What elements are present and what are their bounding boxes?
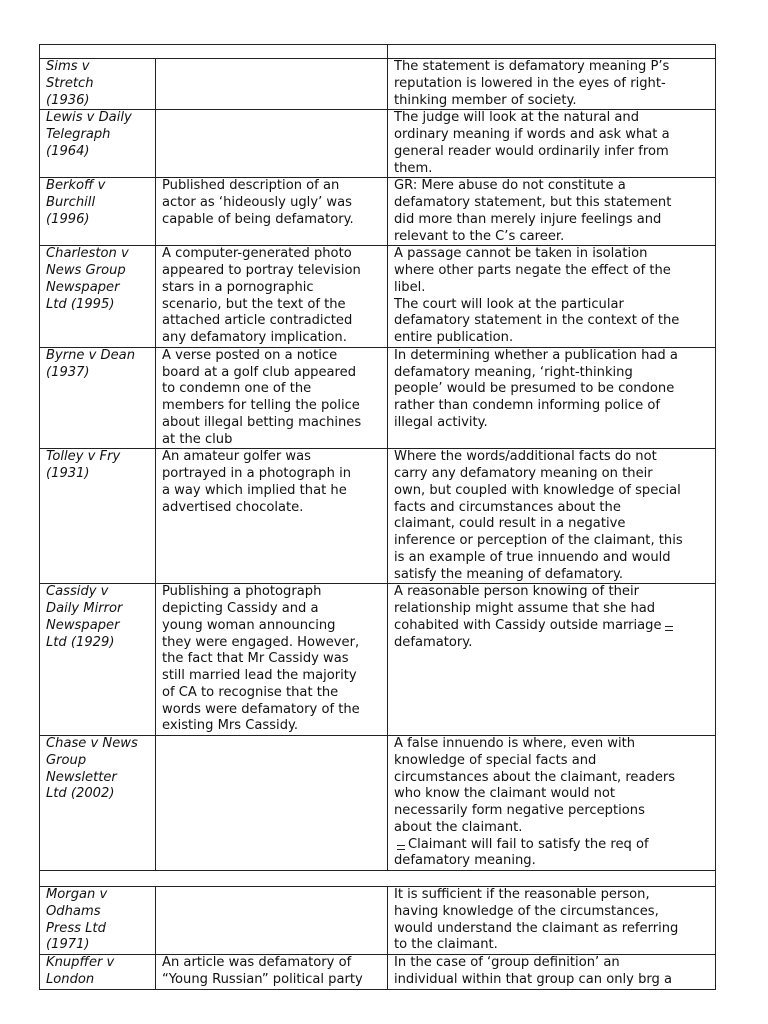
case-law-table — [39, 44, 716, 990]
case-name-cell — [40, 347, 156, 449]
text-line: did more than merely injure feelings and — [394, 211, 662, 227]
text-line: would understand the claimant as referring — [394, 920, 679, 936]
text-line: satisfy the meaning of defamatory. — [394, 566, 624, 582]
text-line: portrayed in a photograph in — [162, 466, 352, 481]
case-row — [40, 246, 716, 348]
text-line: still married lead the majority — [162, 668, 357, 683]
case-row — [40, 955, 716, 990]
principle-cell — [388, 736, 716, 871]
case-row — [40, 736, 716, 871]
text-line: In the case of ‘group definition’ an — [394, 955, 620, 970]
text-line: “Young Russian” political party — [162, 971, 363, 987]
text-line: relevant to the C’s career. — [394, 228, 565, 244]
case-name-cell — [40, 736, 156, 871]
text-line: Sims v — [46, 59, 90, 74]
text-line: (1936) — [46, 92, 90, 108]
text-line: Stretch — [46, 75, 94, 91]
case-name-cell — [40, 110, 156, 178]
case-law-document — [39, 44, 715, 990]
text-line: (1996) — [46, 211, 90, 227]
case-name-cell — [40, 955, 156, 990]
facts-cell — [156, 178, 388, 246]
text-line-content: Claimant will fail to satisfy the req of — [408, 836, 649, 852]
text-line: Ltd (1929) — [46, 634, 115, 650]
text-line: they were engaged. However, — [162, 634, 360, 650]
case-row — [40, 887, 716, 955]
text-line: any defamatory implication. — [162, 330, 347, 345]
case-name-cell — [40, 178, 156, 246]
implies-arrow-icon — [665, 626, 673, 631]
text-line: (1964) — [46, 143, 90, 159]
facts-cell — [156, 449, 388, 584]
text-line: Publishing a photograph — [162, 584, 322, 600]
text-line: defamatory meaning, ‘right-thinking — [394, 364, 633, 380]
text-line: London — [46, 971, 95, 987]
principle-cell — [388, 887, 716, 955]
principle-cell — [388, 110, 716, 178]
text-line: inference or perception of the claimant, this — [394, 533, 683, 548]
facts-cell — [156, 584, 388, 736]
text-line: Chase v News — [46, 736, 138, 751]
text-line-content: cohabited with Cassidy outside marriage — [394, 617, 662, 633]
text-line: Group — [46, 752, 87, 768]
text-line: An article was defamatory of — [162, 955, 352, 970]
text-line: Newspaper — [46, 279, 120, 295]
text-line: Telegraph — [46, 127, 111, 142]
text-line: young woman announcing — [162, 617, 336, 633]
text-line: illegal activity. — [394, 414, 488, 430]
case-row — [40, 449, 716, 584]
text-line: advertised chocolate. — [162, 499, 304, 515]
implies-arrow-icon — [397, 845, 405, 850]
text-line — [394, 837, 711, 854]
text-line: existing Mrs Cassidy. — [162, 718, 299, 734]
text-line: appeared to portray television — [162, 263, 361, 278]
text-line: board at a golf club appeared — [162, 364, 357, 380]
principle-cell — [388, 178, 716, 246]
text-line: Newsletter — [46, 769, 117, 785]
facts-cell — [156, 887, 388, 955]
case-name-cell — [40, 449, 156, 584]
text-line: actor as ‘hideously ugly’ was — [162, 195, 352, 210]
case-row — [40, 584, 716, 736]
text-line: Where the words/additional facts do not — [394, 449, 657, 465]
text-line: them. — [394, 160, 433, 176]
text-line: A passage cannot be taken in isolation — [394, 246, 648, 262]
blank-row-top — [40, 45, 716, 59]
case-name-cell — [40, 887, 156, 955]
text-line: necessarily form negative perceptions — [394, 803, 645, 818]
principle-cell — [388, 246, 716, 348]
text-line: having knowledge of the circumstances, — [394, 903, 659, 919]
case-name-cell — [40, 584, 156, 736]
blank-cell — [388, 45, 716, 59]
text-line: In determining whether a publication had a — [394, 347, 678, 363]
text-line: people’ would be presumed to be condone — [394, 381, 675, 397]
principle-cell — [388, 59, 716, 110]
text-line: to condemn one of the — [162, 381, 312, 397]
case-name-cell — [40, 246, 156, 348]
text-line: who know the claimant would not — [394, 786, 616, 802]
text-line: thinking member of society. — [394, 92, 577, 108]
facts-cell — [156, 347, 388, 449]
text-line: to the claimant. — [394, 937, 498, 953]
text-line: general reader would ordinarily infer from — [394, 143, 669, 159]
blank-row-separator — [40, 871, 716, 887]
facts-cell — [156, 246, 388, 348]
case-name-cell — [40, 59, 156, 110]
text-line: ordinary meaning if words and ask what a — [394, 127, 670, 142]
case-row — [40, 59, 716, 110]
text-line: own, but coupled with knowledge of special — [394, 482, 681, 498]
text-line: The court will look at the particular — [394, 296, 624, 312]
text-line: Lewis v Daily — [46, 110, 132, 126]
text-line: Berkoff v — [46, 178, 106, 194]
text-line: A reasonable person knowing of their — [394, 584, 639, 600]
text-line: circumstances about the claimant, readers — [394, 769, 676, 785]
blank-cell — [40, 45, 388, 59]
text-line: The judge will look at the natural and — [394, 110, 640, 126]
text-line: stars in a pornographic — [162, 279, 314, 295]
text-line: It is sufficient if the reasonable person, — [394, 887, 650, 902]
text-line: Ltd (1995) — [46, 296, 115, 312]
text-line: reputation is lowered in the eyes of right- — [394, 75, 666, 91]
text-line: relationship might assume that she had — [394, 601, 656, 616]
text-line — [394, 618, 711, 635]
text-line: of CA to recognise that the — [162, 684, 339, 700]
text-line: defamatory statement, but this statement — [394, 195, 672, 210]
facts-cell — [156, 736, 388, 871]
text-line: scenario, but the text of the — [162, 296, 346, 312]
text-line: about illegal betting machines — [162, 414, 362, 430]
text-line: words were defamatory of the — [162, 701, 360, 717]
text-line: A verse posted on a notice — [162, 347, 338, 363]
text-line: Charleston v — [46, 246, 129, 262]
text-line: Byrne v Dean — [46, 347, 136, 363]
text-line: Tolley v Fry — [46, 449, 121, 465]
text-line: (1931) — [46, 466, 90, 481]
text-line: individual within that group can only brg a — [394, 971, 673, 987]
text-line: An amateur golfer was — [162, 449, 311, 465]
text-line: is an example of true innuendo and would — [394, 549, 671, 565]
text-line: Published description of an — [162, 178, 340, 194]
principle-cell — [388, 449, 716, 584]
text-line: (1971) — [46, 937, 90, 953]
case-row — [40, 110, 716, 178]
case-row — [40, 347, 716, 449]
text-line: attached article contradicted — [162, 313, 353, 329]
text-line: at the club — [162, 431, 233, 447]
facts-cell — [156, 110, 388, 178]
text-line: claimant, could result in a negative — [394, 516, 626, 532]
text-line: rather than condemn informing police of — [394, 398, 660, 413]
text-line: Odhams — [46, 903, 101, 919]
principle-cell — [388, 347, 716, 449]
text-line: facts and circumstances about the — [394, 499, 621, 515]
text-line: News Group — [46, 263, 126, 278]
text-line: GR: Mere abuse do not constitute a — [394, 178, 626, 194]
text-line: A false innuendo is where, even with — [394, 736, 636, 751]
text-line: defamatory. — [394, 634, 473, 650]
text-line: carry any defamatory meaning on their — [394, 466, 653, 481]
text-line: Burchill — [46, 195, 96, 210]
principle-cell — [388, 955, 716, 990]
text-line: entire publication. — [394, 330, 514, 345]
text-line: where other parts negate the effect of the — [394, 263, 671, 278]
text-line: Morgan v — [46, 887, 108, 902]
facts-cell — [156, 955, 388, 990]
text-line: defamatory meaning. — [394, 853, 536, 869]
text-line: members for telling the police — [162, 398, 360, 413]
text-line: defamatory statement in the context of the — [394, 313, 680, 329]
text-line: A computer-generated photo — [162, 246, 352, 262]
text-line: about the claimant. — [394, 819, 523, 835]
blank-cell — [40, 871, 716, 887]
text-line: depicting Cassidy and a — [162, 601, 319, 616]
text-line: the fact that Mr Cassidy was — [162, 651, 349, 667]
text-line: Daily Mirror — [46, 601, 123, 616]
case-row — [40, 178, 716, 246]
text-line: (1937) — [46, 364, 90, 380]
facts-cell — [156, 59, 388, 110]
text-line: Ltd (2002) — [46, 786, 115, 802]
text-line: Newspaper — [46, 617, 120, 633]
text-line: libel. — [394, 279, 426, 295]
text-line: Cassidy v — [46, 584, 109, 600]
principle-cell — [388, 584, 716, 736]
text-line: capable of being defamatory. — [162, 211, 354, 227]
text-line: a way which implied that he — [162, 482, 347, 498]
text-line: The statement is defamatory meaning P’s — [394, 59, 670, 74]
text-line: knowledge of special facts and — [394, 752, 597, 768]
text-line: Knupffer v — [46, 955, 115, 970]
text-line: Press Ltd — [46, 920, 106, 936]
